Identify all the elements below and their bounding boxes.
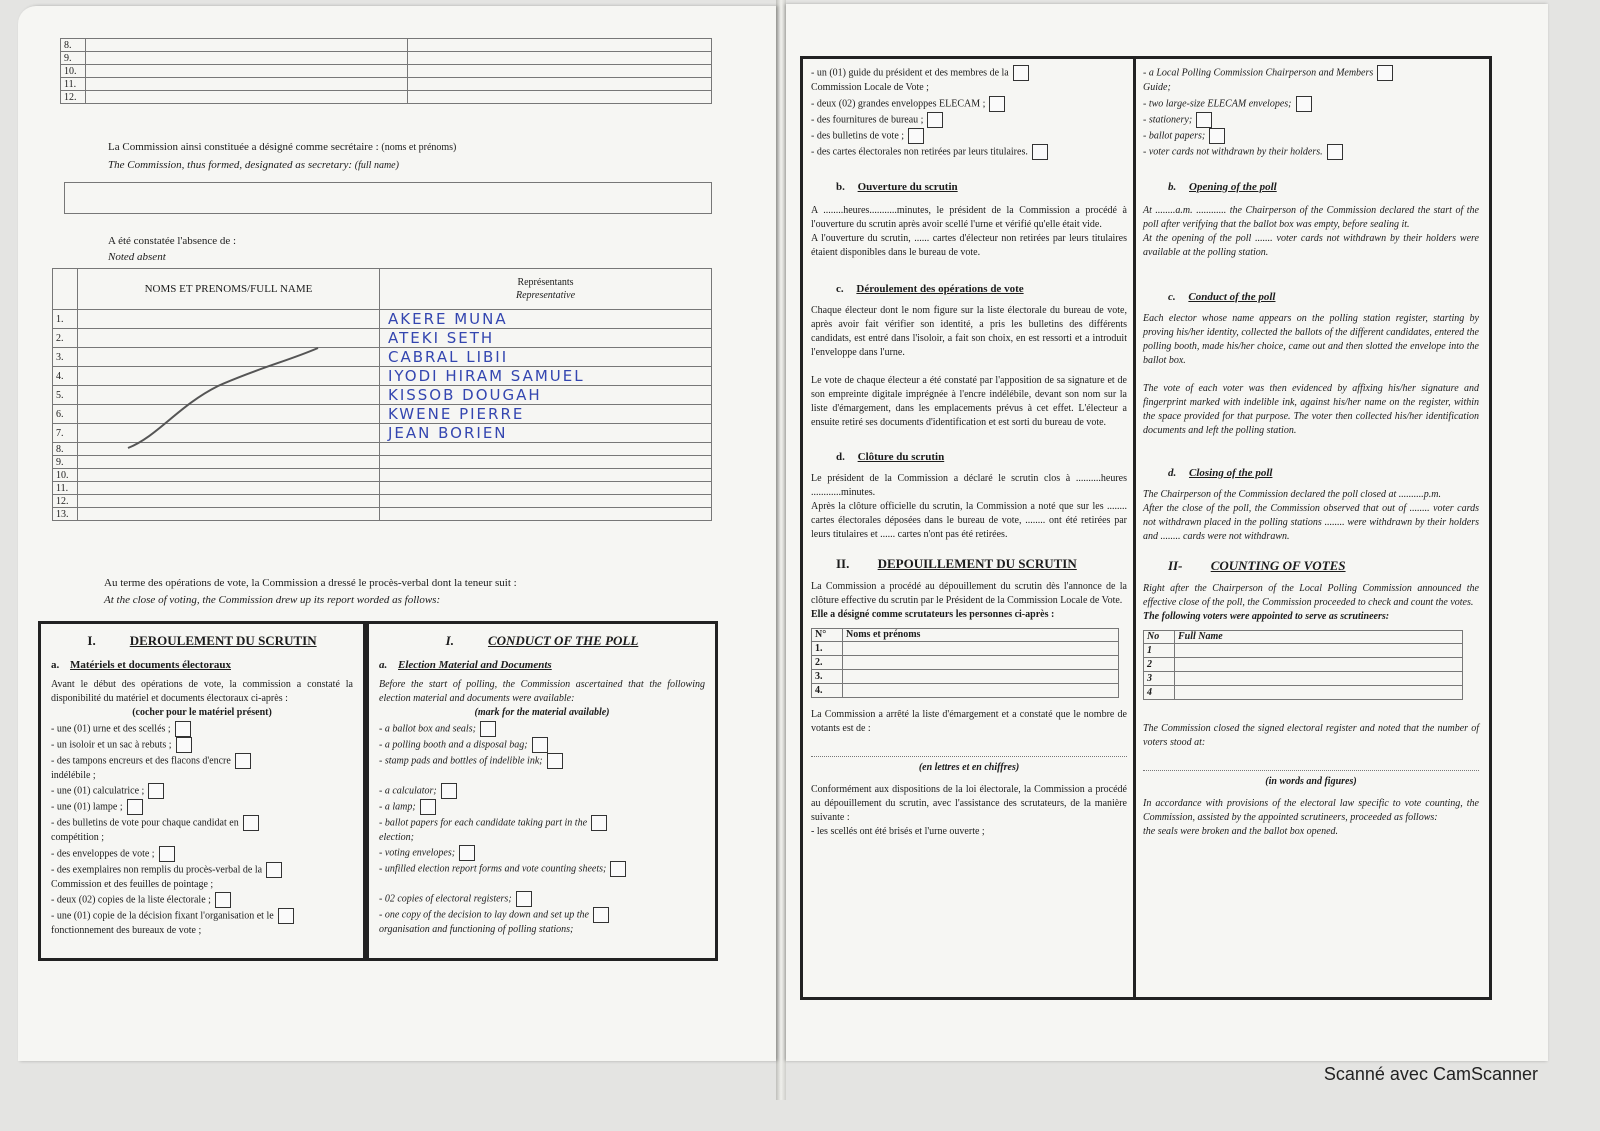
representative-cell[interactable] <box>380 456 712 469</box>
checklist-item <box>379 877 705 891</box>
close-statement-en: At the close of voting, the Commission drew up its report worded as follows: <box>104 594 441 606</box>
checklist-item: - voting envelopes; <box>379 845 705 861</box>
checklist-item: - unfilled election report forms and vote counting sheets; <box>379 861 705 877</box>
en-opening-heading: Opening of the poll <box>1189 180 1277 193</box>
fr-conduct-heading: Déroulement des opérations de vote <box>856 282 1024 295</box>
representative-cell[interactable] <box>380 469 712 482</box>
checkbox[interactable] <box>1013 65 1029 81</box>
checklist-item: - stationery; <box>1143 112 1479 128</box>
scrutineer-name-cell[interactable] <box>843 655 1119 669</box>
checklist-item: indélébile ; <box>51 769 96 781</box>
scrutineer-name-cell[interactable] <box>1175 671 1463 685</box>
secretary-label-en: The Commission, thus formed, designated as secretary: (full name) <box>108 159 399 171</box>
handwritten-strike-line <box>118 336 338 456</box>
table-row <box>812 683 1119 697</box>
en-counting-heading: COUNTING OF VOTES <box>1210 557 1346 573</box>
checkbox[interactable] <box>1327 144 1343 160</box>
row-number: 11. <box>61 78 86 91</box>
checkbox[interactable] <box>1296 96 1312 112</box>
scrutineer-name-cell[interactable] <box>843 641 1119 655</box>
secretary-field[interactable] <box>64 182 712 214</box>
handwritten-name: IYODI HIRAM SAMUEL <box>388 367 585 385</box>
fr-letters-note: (en lettres et en chiffres) <box>918 761 1020 773</box>
checklist-item: - a polling booth and a disposal bag; <box>379 737 705 753</box>
en-words-note: (in words and figures) <box>1265 775 1357 787</box>
row-number: 6. <box>53 405 78 424</box>
fr-register-p: La Commission a arrêté la liste d'émargement et a constaté que le nombre de votants est de : <box>811 708 1127 734</box>
checkbox[interactable] <box>148 783 164 799</box>
row-number: 10. <box>61 65 86 78</box>
row-number: 5. <box>53 386 78 405</box>
row-number: 11. <box>53 482 78 495</box>
checkbox[interactable] <box>159 846 175 862</box>
col-representative: Représentants Representative <box>380 269 712 310</box>
table-row <box>53 456 712 469</box>
checklist-item: - des enveloppes de vote ; <box>51 846 353 862</box>
table-row <box>61 78 712 91</box>
fr-scrutineers-table: N° Noms et prénoms 1. 2. 3. 4. <box>811 628 1119 698</box>
row-number: 2. <box>812 655 843 669</box>
checkbox[interactable] <box>215 892 231 908</box>
row-number: 2. <box>53 329 78 348</box>
fr-closing-p2: Après la clôture officielle du scrutin, la Commission a noté que sur les ........ cartes électorales déposées dans le bureau de vote, ........ ont été retirées par leurs titulaires et ...... cartes n'ont pas été retirées. <box>811 500 1127 540</box>
checklist-item: - a Local Polling Commission Chairperson and Members <box>1143 65 1479 81</box>
table-row <box>812 655 1119 669</box>
en-conduct-heading: Conduct of the poll <box>1188 290 1276 303</box>
checklist-item: - une (01) copie de la décision fixant l'organisation et le <box>51 908 353 924</box>
representative-cell[interactable] <box>380 508 712 521</box>
row-number: 4 <box>1144 685 1175 699</box>
checkbox[interactable] <box>176 737 192 753</box>
en-closing-heading: Closing of the poll <box>1189 466 1273 479</box>
table-row <box>1144 685 1463 699</box>
checkbox[interactable] <box>1032 144 1048 160</box>
checkbox[interactable] <box>591 815 607 831</box>
fr-opening-p2: A l'ouverture du scrutin, ...... cartes d'électeur non retirées par leurs titulaires étaient disponibles dans le bureau de vote. <box>811 232 1127 258</box>
en-register-p: The Commission closed the signed electoral register and noted that the number of voters stood at: <box>1143 722 1479 748</box>
representative-cell[interactable] <box>380 405 712 424</box>
absent-name-cell[interactable] <box>78 508 380 521</box>
checklist-item: fonctionnement des bureaux de vote ; <box>51 925 202 936</box>
fr-seals-line: - les scellés ont été brisés et l'urne ouverte ; <box>811 825 985 837</box>
handwritten-name: KISSOB DOUGAH <box>388 386 542 404</box>
representative-cell[interactable] <box>380 495 712 508</box>
checkbox[interactable] <box>1377 65 1393 81</box>
checklist-item: Commission et des feuilles de pointage ; <box>51 878 214 890</box>
checklist-item: Guide; <box>1143 82 1171 93</box>
row-number: 1. <box>812 641 843 655</box>
checklist-item: - 02 copies of electoral registers; <box>379 891 705 907</box>
handwritten-name: ATEKI SETH <box>388 329 495 347</box>
representative-cell[interactable] <box>380 386 712 405</box>
row-number: 13. <box>53 508 78 521</box>
checkbox[interactable] <box>593 907 609 923</box>
handwritten-name: KWENE PIERRE <box>388 405 525 423</box>
table-row <box>61 91 712 104</box>
row-number: 4. <box>53 367 78 386</box>
table-row <box>53 482 712 495</box>
checkbox[interactable] <box>989 96 1005 112</box>
fr-opening-heading: Ouverture du scrutin <box>857 180 958 193</box>
table-row <box>53 508 712 521</box>
checklist-item: - une (01) urne et des scellés ; <box>51 721 353 737</box>
fr-intro: Avant le début des opérations de vote, la commission a constaté la disponibilité du matériel et documents électoraux ci-après : <box>51 679 353 704</box>
checkbox[interactable] <box>516 891 532 907</box>
member-role-cell[interactable] <box>408 52 712 65</box>
member-role-cell[interactable] <box>408 91 712 104</box>
table-row <box>1144 643 1463 657</box>
book-gutter <box>776 0 786 1100</box>
checkbox[interactable] <box>480 721 496 737</box>
row-number: 12. <box>61 91 86 104</box>
table-row <box>53 469 712 482</box>
en-tick-note: (mark for the material available) <box>474 707 610 718</box>
fr-closing-p1: Le président de la Commission a déclaré le scrutin clos à ..........heures ............minutes. <box>811 472 1127 498</box>
row-number: 7. <box>53 424 78 443</box>
fr-closing-heading: Clôture du scrutin <box>857 450 945 463</box>
table-row <box>1144 657 1463 671</box>
absence-label-fr: A été constatée l'absence de : <box>108 235 237 247</box>
checklist-item: - a lamp; <box>379 799 705 815</box>
checkbox[interactable] <box>459 845 475 861</box>
right-columns-frame <box>800 56 1492 1000</box>
member-name-cell[interactable] <box>86 39 408 52</box>
scrutineer-name-cell[interactable] <box>1175 643 1463 657</box>
checklist-item: - des fournitures de bureau ; <box>811 112 1127 128</box>
row-number: 2 <box>1144 657 1175 671</box>
checklist-item: - un (01) guide du président et des membres de la <box>811 65 1127 81</box>
scrutineer-name-cell[interactable] <box>843 669 1119 683</box>
row-number: 4. <box>812 683 843 697</box>
representative-cell[interactable] <box>380 310 712 329</box>
representative-cell[interactable] <box>380 443 712 456</box>
member-role-cell[interactable] <box>408 65 712 78</box>
checklist-item: - deux (02) grandes enveloppes ELECAM ; <box>811 96 1127 112</box>
row-number: 3. <box>812 669 843 683</box>
conduct-box-fr: I. DEROULEMENT DU SCRUTIN a. Matériels et documents électoraux Avant le début des opérations de vote, la commission a constaté la disponibilité du matériel et documents électoraux ci-après : (cocher pour le matériel présent) - une (01) urne et des scellés ; - un isoloir et un sac à rebuts ; - des tampons encreurs et des flacons d'encre indélébile ; - une (01) calculatrice ; - une (01) lampe ; - des bulletins de vote pour chaque candidat en compétition ; - des enveloppes de vote ; - des exemplaires non remplis du procès-verbal de la Commission et des feuilles de pointage ; - deux (02) copies de la liste électorale ; - une (01) copie de la décision fixant l'organisation et le fonctionnement des bureaux de vote ; <box>38 621 366 961</box>
checklist-item: - ballot papers for each candidate taking part in the <box>379 815 705 831</box>
representative-cell[interactable] <box>380 424 712 443</box>
checklist-item: organisation and functioning of polling stations; <box>379 924 574 935</box>
representative-cell[interactable] <box>380 329 712 348</box>
fr-counting-p1: La Commission a procédé au dépouillement du scrutin dès l'annonce de la clôture effective du scrutin par le Président de la Commission Locale de Vote. <box>811 580 1127 606</box>
en-conform-p: In accordance with provisions of the electoral law specific to vote counting, the Commission, assisted by the appointed scrutineers, proceeded as follows: <box>1143 797 1479 823</box>
fr-opening-p1: A ........heures...........minutes, le président de la Commission a procédé à l'ouverture du scrutin après avoir scellé l'urne et vérifié qu'elle était vide. <box>811 204 1127 230</box>
absent-name-cell[interactable] <box>78 310 380 329</box>
fr-conduct-p1: Chaque électeur dont le nom figure sur la liste électorale du bureau de vote, après avoir fait vérifier son identité, a pris les bulletins des différents candidats, est entré dans l'isoloir, a fait son choix, en est ressorti et a introduit l'enveloppe dans l'urne. <box>811 304 1127 358</box>
checklist-item: - two large-size ELECAM envelopes; <box>1143 96 1479 112</box>
checklist-item: - des bulletins de vote ; <box>811 128 1127 144</box>
table-row <box>53 495 712 508</box>
checklist-item: - des tampons encreurs et des flacons d'encre <box>51 753 353 769</box>
table-row <box>53 310 712 329</box>
checkbox[interactable] <box>266 862 282 878</box>
checkbox[interactable] <box>1196 112 1212 128</box>
row-number: 12. <box>53 495 78 508</box>
scrutineer-name-cell[interactable] <box>1175 685 1463 699</box>
checklist-item: - ballot papers; <box>1143 128 1479 144</box>
checklist-item: - des exemplaires non remplis du procès-verbal de la <box>51 862 353 878</box>
en-material-heading: Election Material and Documents <box>398 659 552 671</box>
secretary-label-fr: La Commission ainsi constituée a désigné comme secrétaire : (noms et prénoms) <box>108 141 457 153</box>
fr-section-heading: DEROULEMENT DU SCRUTIN <box>129 633 317 648</box>
checkbox[interactable] <box>243 815 259 831</box>
checklist-item: - stamp pads and bottles of indelible ink; <box>379 753 705 769</box>
table-row <box>812 641 1119 655</box>
absence-label-en: Noted absent <box>108 251 166 263</box>
checklist-item: - one copy of the decision to lay down and set up the <box>379 907 705 923</box>
right-page <box>786 4 1548 1061</box>
checklist-item: - une (01) lampe ; <box>51 799 353 815</box>
scrutineer-name-cell[interactable] <box>1175 657 1463 671</box>
checkbox[interactable] <box>547 753 563 769</box>
checkbox[interactable] <box>532 737 548 753</box>
scanner-watermark: Scanné avec CamScanner <box>1323 1064 1538 1084</box>
member-name-cell[interactable] <box>86 65 408 78</box>
handwritten-name: JEAN BORIEN <box>388 424 508 442</box>
checkbox[interactable] <box>927 112 943 128</box>
row-number: 9. <box>53 456 78 469</box>
table-row <box>61 52 712 65</box>
member-role-cell[interactable] <box>408 78 712 91</box>
fr-material-heading: Matériels et documents électoraux <box>70 659 231 671</box>
en-counting-p1: Right after the Chairperson of the Local Polling Commission announced the effective close of the poll, the Commission proceeded to check and count the votes. <box>1143 582 1479 608</box>
row-number: 9. <box>61 52 86 65</box>
member-role-cell[interactable] <box>408 39 712 52</box>
checkbox[interactable] <box>441 783 457 799</box>
member-name-cell[interactable] <box>86 78 408 91</box>
member-name-cell[interactable] <box>86 52 408 65</box>
member-name-cell[interactable] <box>86 91 408 104</box>
checkbox[interactable] <box>175 721 191 737</box>
checklist-item: - un isoloir et un sac à rebuts ; <box>51 737 353 753</box>
row-number: 3. <box>53 348 78 367</box>
en-counting-p2: The following voters were appointed to serve as scrutineers: <box>1143 610 1390 622</box>
checkbox[interactable] <box>235 753 251 769</box>
col-full-name: NOMS ET PRENOMS/FULL NAME <box>78 269 380 310</box>
checklist-item: - une (01) calculatrice ; <box>51 783 353 799</box>
en-closing-p1: The Chairperson of the Commission declared the poll closed at ..........p.m. <box>1143 488 1441 500</box>
absent-name-cell[interactable] <box>78 482 380 495</box>
en-section-heading: CONDUCT OF THE POLL <box>487 633 639 648</box>
scrutineer-name-cell[interactable] <box>843 683 1119 697</box>
row-number: 3 <box>1144 671 1175 685</box>
checklist-item: - a calculator; <box>379 783 705 799</box>
en-conduct-p1: Each elector whose name appears on the polling station register, starting by proving his/her identity, collected the ballots of the different candidates, entered the polling booth, made his/her choice, came out and then slotted the envelope into the ballot box. <box>1143 312 1479 366</box>
checkbox[interactable] <box>278 908 294 924</box>
en-column: - a Local Polling Commission Chairperson and Members Guide; - two large-size ELECAM envelopes; - stationery; - ballot papers; - voter cards not withdrawn by their holders. b. Opening of the poll At ........a.m. ............ the Chairperson of the Commission declared the start of the poll after verifying that the ballot box was empty, before sealing it. At the opening of the poll ....... voter cards not withdrawn by their holders were available at the polling station. c. Conduct of the poll Each elector whose name appears on the polling station register, starting by proving his/her identity, collected the ballots of the different candidates, entered the polling booth, made his/her choice, came out and then slotted the envelope into the ballot box. The vote of each voter was then evidenced by affixing his/her signature and fingerprint marked with indelible ink, against his/her name on the register, within the space provided for that purpose. The voter then collected his/her identification documents and left the polling station. d. Closing of the poll The Chairperson of the Commission declared the poll closed at ..........p.m. After the close of the poll, the Commission observed that out of ........ voter cards not withdrawn placed in the polling stations ........ were withdrawn by their holders and ........ cards were not withdrawn. II- COUNTING OF VOTES Right after the Chairperson of the Local Polling Commission announced the effective close of the poll, the Commission proceeded to check and count the votes. The following voters were appointed to serve as scrutineers: No Full Name 1 2 3 4 The Commission closed the signed electoral register and noted that the number of voters stood at: (in words and figures) In accordance with provisions of the electoral law specific to vote counting, the Commission, assisted by the appointed scrutineers, proceeded as follows: the seals were broken and the ballot box opened. <box>1143 65 1479 839</box>
checkbox[interactable] <box>908 128 924 144</box>
row-number: 8. <box>53 443 78 456</box>
representative-cell[interactable] <box>380 367 712 386</box>
checklist-item: election; <box>379 831 414 843</box>
en-seals-line: the seals were broken and the ballot box opened. <box>1143 825 1339 837</box>
en-intro: Before the start of polling, the Commission ascertained that the following election material and documents were available: <box>379 679 705 704</box>
fr-counting-p2: Elle a désigné comme scrutateurs les personnes ci-après : <box>811 608 1055 620</box>
row-number: 1. <box>53 310 78 329</box>
table-row <box>812 669 1119 683</box>
table-row <box>1144 671 1463 685</box>
checklist-item: - des bulletins de vote pour chaque candidat en <box>51 815 353 831</box>
absent-name-cell[interactable] <box>78 469 380 482</box>
fr-counting-heading: DEPOUILLEMENT DU SCRUTIN <box>877 555 1077 571</box>
absent-name-cell[interactable] <box>78 495 380 508</box>
table-row <box>61 39 712 52</box>
absent-name-cell[interactable] <box>78 456 380 469</box>
checkbox[interactable] <box>1209 128 1225 144</box>
fr-column: - un (01) guide du président et des membres de la Commission Locale de Vote ; - deux (02) grandes enveloppes ELECAM ; - des fournitures de bureau ; - des bulletins de vote ; - des cartes électorales non retirées par leurs titulaires. b. Ouverture du scrutin A ........heures...........minutes, le président de la Commission a procédé à l'ouverture du scrutin après avoir scellé l'urne et vérifié qu'elle était vide. A l'ouverture du scrutin, ...... cartes d'électeur non retirées par leurs titulaires étaient disponibles dans le bureau de vote. c. Déroulement des opérations de vote Chaque électeur dont le nom figure sur la liste électorale du bureau de vote, après avoir fait vérifier son identité, a pris les bulletins des différents candidats, est entré dans l'isoloir, a fait son choix, en est ressorti et a introduit l'enveloppe dans l'urne. Le vote de chaque électeur a été constaté par l'apposition de sa signature et de son empreinte digitale imprégnée à l'encre indélébile, devant son nom sur la liste d'émargement, dans les emplacements prévus à cet effet. L'électeur a ensuite retiré ses documents d'identification et est sorti du bureau de vote. d. Clôture du scrutin Le président de la Commission a déclaré le scrutin clos à ..........heures ............minutes. Après la clôture officielle du scrutin, la Commission a noté que sur les ........ cartes électorales déposées dans le bureau de vote, ........ ont été retirées par leurs titulaires et ...... cartes n'ont pas été retirées. II. DEPOUILLEMENT DU SCRUTIN La Commission a procédé au dépouillement du scrutin dès l'annonce de la clôture effective du scrutin par le Président de la Commission Locale de Vote. Elle a désigné comme scrutateurs les personnes ci-après : N° Noms et prénoms 1. 2. 3. 4. La Commission a arrêté la liste d'émargement et a constaté que le nombre de votants est de : (en lettres et en chiffres) Conformément aux dispositions de la loi électorale, la Commission a procédé au dépouillement du scrutin, avec l'assistance des scrutateurs, de la manière suivante : - les scellés ont été brisés et l'urne ouverte ; <box>811 65 1127 839</box>
row-number: 1 <box>1144 643 1175 657</box>
checklist-item: Commission Locale de Vote ; <box>811 82 929 93</box>
fr-conduct-p2: Le vote de chaque électeur a été constaté par l'apposition de sa signature et de son empreinte digitale imprégnée à l'encre indélébile, devant son nom sur la liste d'émargement, dans les emplacements prévus à cet effet. L'électeur a ensuite retiré ses documents d'identification et est sorti du bureau de vote. <box>811 374 1127 428</box>
en-opening-p2: At the opening of the poll ....... voter cards not withdrawn by their holders were available at the polling station. <box>1143 232 1479 258</box>
checkbox[interactable] <box>420 799 436 815</box>
checklist-item: compétition ; <box>51 832 105 843</box>
checklist-item: - des cartes électorales non retirées par leurs titulaires. <box>811 144 1127 160</box>
conduct-box-en: I. CONDUCT OF THE POLL a. Election Material and Documents Before the start of polling, the Commission ascertained that the following election material and documents were available: (mark for the material available) - a ballot box and seals; - a polling booth and a disposal bag; - stamp pads and bottles of indelible ink; - a calculator; - a lamp; - ballot papers for each candidate taking part in the election; - voting envelopes; - unfilled election report forms and vote counting sheets; - 02 copies of electoral registers; - one copy of the decision to lay down and set up the organisation and functioning of polling stations; <box>366 621 718 961</box>
fr-conform-p: Conformément aux dispositions de la loi électorale, la Commission a procédé au dépouillement du scrutin, avec l'assistance des scrutateurs, de la manière suivante : <box>811 783 1127 823</box>
checkbox[interactable] <box>610 861 626 877</box>
left-page <box>18 6 776 1061</box>
en-conduct-p2: The vote of each voter was then evidenced by affixing his/her signature and fingerprint marked with indelible ink, against his/her name on the register, within the space provided for that purpose. The voter then collected his/her identification documents and left the polling station. <box>1143 382 1479 436</box>
en-scrutineers-table: No Full Name 1 2 3 4 <box>1143 630 1463 700</box>
checklist-item <box>379 769 705 783</box>
handwritten-name: AKERE MUNA <box>388 310 508 328</box>
checklist-item: - deux (02) copies de la liste électorale ; <box>51 892 353 908</box>
en-opening-p1: At ........a.m. ............ the Chairperson of the Commission declared the start of the poll after verifying that the ballot box was empty, before sealing it. <box>1143 204 1479 230</box>
members-table-continued <box>60 38 712 104</box>
close-statement-fr: Au terme des opérations de vote, la Commission a dressé le procès-verbal dont la teneur suit : <box>104 577 517 589</box>
table-row <box>61 65 712 78</box>
checklist-item: - voter cards not withdrawn by their holders. <box>1143 144 1479 160</box>
representative-cell[interactable] <box>380 482 712 495</box>
fr-tick-note: (cocher pour le matériel présent) <box>132 707 272 718</box>
checkbox[interactable] <box>127 799 143 815</box>
checklist-item: - a ballot box and seals; <box>379 721 705 737</box>
representative-cell[interactable] <box>380 348 712 367</box>
row-number: 8. <box>61 39 86 52</box>
handwritten-name: CABRAL LIBII <box>388 348 509 366</box>
row-number: 10. <box>53 469 78 482</box>
en-closing-p2: After the close of the poll, the Commission observed that out of ........ voter cards not withdrawn placed in the polling stations ........ were withdrawn by their holders and ........ cards were not withdrawn. <box>1143 502 1479 542</box>
